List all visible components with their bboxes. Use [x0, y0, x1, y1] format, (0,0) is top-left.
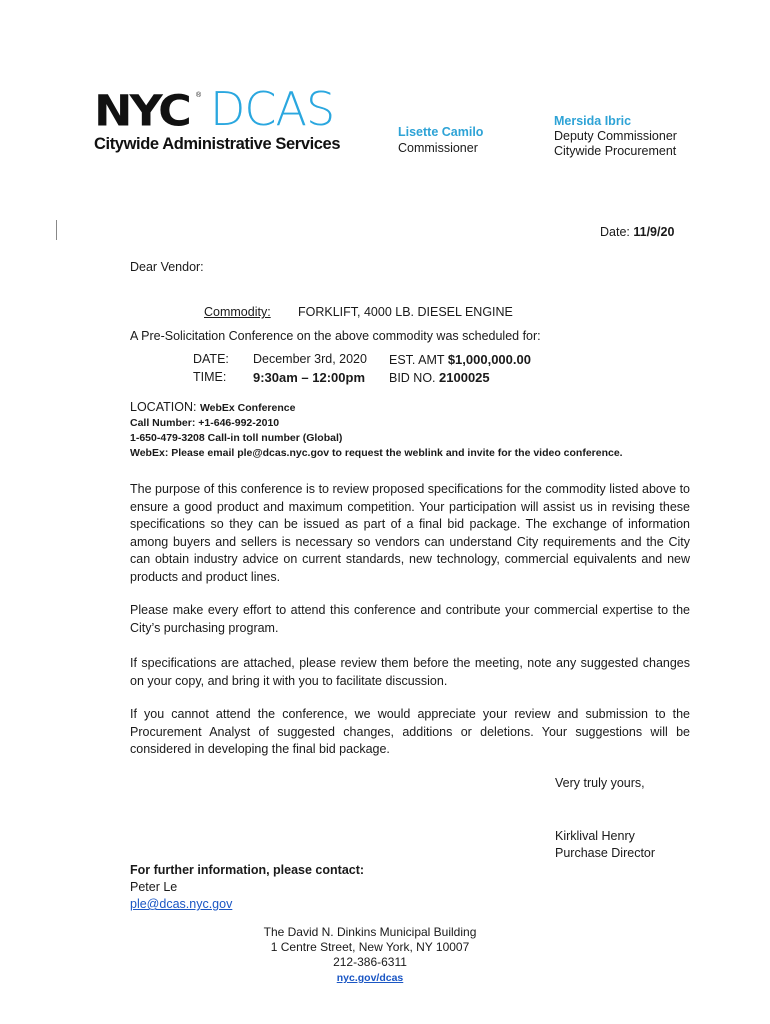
paragraph-attend: Please make every effort to attend this conference and contribute your commercial expertise to the City’s purchasing program.	[130, 603, 690, 635]
paragraph-suggestions: If you cannot attend the conference, we would appreciate your review and submission to the Procurement Analyst of suggested changes, additions or deletions. Your suggestions will be considered in developing the final bid package.	[130, 707, 690, 756]
contact-email-link[interactable]: ple@dcas.nyc.gov	[130, 897, 233, 911]
bid-number	[389, 370, 490, 385]
est-amt-value: $1,000,000.00	[447, 352, 531, 367]
deputy-commissioner-name: Mersida Ibric	[554, 114, 632, 128]
logo-registered-mark: ®	[196, 92, 202, 99]
signer-title: Purchase Director	[555, 846, 656, 860]
footer-website-link[interactable]: nyc.gov/dcas	[336, 972, 404, 984]
logo-nyc: NYC	[94, 86, 189, 136]
signer-name: Kirklival Henry	[555, 829, 635, 843]
date-field-label: DATE:	[193, 352, 229, 366]
time-field-label: TIME:	[193, 370, 227, 384]
date-label: Date:	[600, 225, 630, 239]
location-label: LOCATION:	[130, 400, 197, 414]
commodity-label: Commodity:	[204, 305, 271, 319]
contact-name: Peter Le	[130, 880, 178, 894]
est-amt-label: EST. AMT	[389, 353, 445, 367]
bid-no-label: BID NO.	[389, 371, 436, 385]
deputy-commissioner-title: Deputy Commissioner	[554, 129, 677, 143]
intro-line: A Pre-Solicitation Conference on the above commodity was scheduled for:	[130, 329, 541, 343]
letter-date	[600, 225, 674, 239]
call-in-number: 1-650-479-3208 Call-in toll number (Global)	[130, 432, 343, 444]
contact-heading: For further information, please contact:	[130, 863, 365, 877]
deputy-commissioner-unit: Citywide Procurement	[554, 144, 677, 158]
paragraph-purpose: The purpose of this conference is to review proposed specifications for the commodity listed above to ensure a good product and maximum competition. Your participation will assist us in revising these specifications so they can be issued as part of a final bid package. The exchange of information among buyers and sellers is necessary so vendors can understand City requirements and the City can obtain industry advice on current standards, new technology, commercial equivalents and new products and product lines.	[130, 482, 690, 584]
logo-dcas: DCAS	[210, 82, 335, 136]
commodity-value: FORKLIFT, 4000 LB. DIESEL ENGINE	[298, 305, 513, 319]
time-field-value: 9:30am – 12:00pm	[253, 370, 366, 385]
est-amount	[389, 352, 531, 367]
margin-mark	[56, 220, 57, 240]
closing: Very truly yours,	[555, 776, 645, 790]
paragraph-specifications: If specifications are attached, please review them before the meeting, note any suggested changes on your copy, and bring it with you to facilitate discussion.	[130, 656, 690, 688]
logo-subtitle: Citywide Administrative Services	[94, 135, 341, 153]
footer-address: 1 Centre Street, New York, NY 10007	[270, 940, 470, 954]
webex-note: WebEx: Please email ple@dcas.nyc.gov to request the weblink and invite for the video conference.	[130, 447, 623, 459]
date-field-value: December 3rd, 2020	[253, 352, 367, 366]
footer-website-wrapper	[0, 970, 740, 986]
footer-phone: 212-386-6311	[333, 955, 407, 969]
commissioner-name: Lisette Camilo	[398, 125, 484, 139]
bid-no-value: 2100025	[439, 370, 490, 385]
salutation: Dear Vendor:	[130, 260, 204, 274]
date-value: 11/9/20	[633, 225, 675, 239]
location	[130, 400, 295, 414]
footer-building: The David N. Dinkins Municipal Building	[263, 925, 477, 939]
location-value: WebEx Conference	[199, 402, 296, 414]
commissioner-title: Commissioner	[398, 141, 478, 155]
call-number: Call Number: +1-646-992-2010	[130, 417, 280, 429]
